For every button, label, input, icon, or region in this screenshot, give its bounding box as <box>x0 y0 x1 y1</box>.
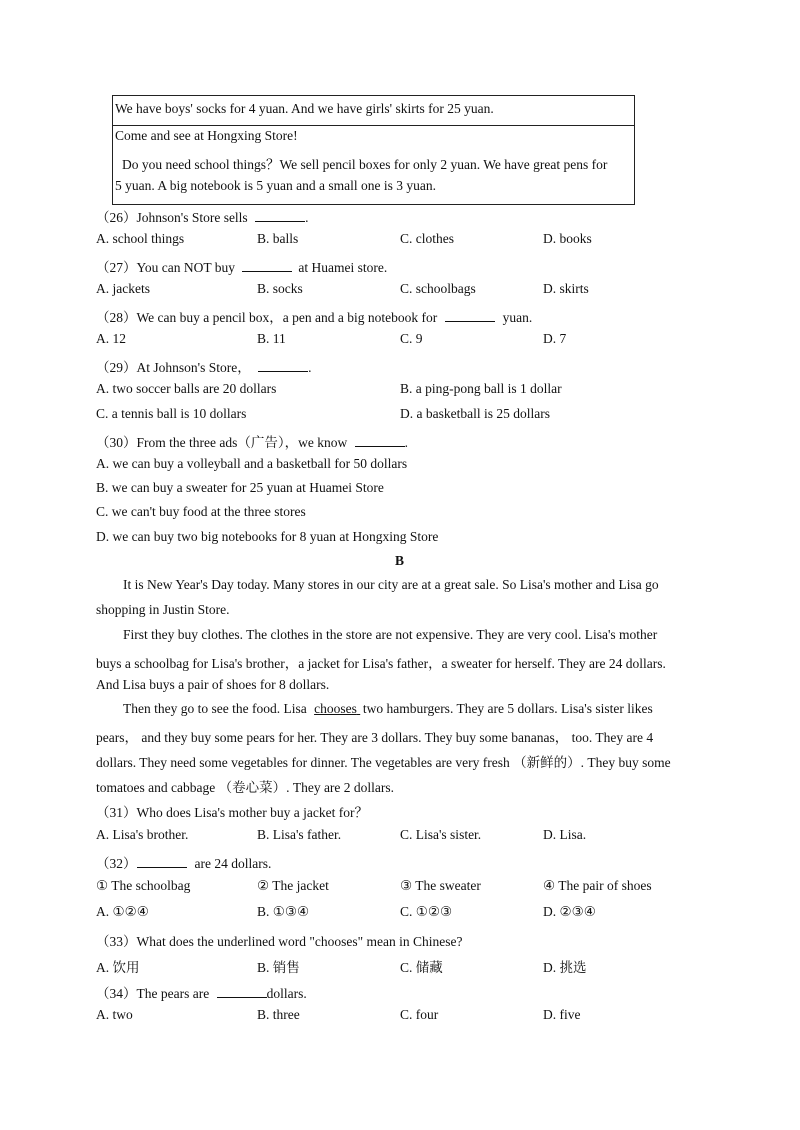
item-1: ① The schoolbag <box>96 878 191 893</box>
question-34-stem <box>96 982 307 1002</box>
passage-line: It is New Year's Day today. Many stores in our city are at a great sale. So Lisa's mother and Lisa go <box>123 577 659 592</box>
underlined-word: chooses <box>314 701 357 716</box>
passage-line: pears， and they buy some pears for her. They are 3 dollars. They buy some bananas， too. They are 4 <box>96 730 654 745</box>
option-b: B. socks <box>257 281 303 296</box>
ad-box-hongxing <box>112 124 635 205</box>
question-text: （34）The pears are <box>96 986 210 1001</box>
question-text: yuan. <box>502 310 533 325</box>
passage-text: Then they go to see the food. Lisa <box>123 701 307 716</box>
answer-blank <box>137 855 187 868</box>
answer-blank <box>355 434 405 447</box>
option-c: C. clothes <box>400 231 454 246</box>
question-text: （32） <box>96 856 137 871</box>
ad-line: 5 yuan. A big notebook is 5 yuan and a small one is 3 yuan. <box>115 178 436 193</box>
option-b: B. we can buy a sweater for 25 yuan at Huamei Store <box>96 480 384 495</box>
option-a: A. school things <box>96 231 185 246</box>
question-33-stem: （33）What does the underlined word "chooses" mean in Chinese? <box>96 934 463 949</box>
question-text: . <box>404 435 408 450</box>
passage-line: dollars. They need some vegetables for dinner. The vegetables are very fresh （新鲜的）. They buy some <box>96 755 671 770</box>
ad-title: Come and see at Hongxing Store! <box>115 128 298 143</box>
question-text: . <box>308 360 312 375</box>
item-2: ② The jacket <box>257 878 329 893</box>
option-c: C. ①②③ <box>400 904 453 919</box>
question-text: dollars. <box>266 986 307 1001</box>
item-3: ③ The sweater <box>400 878 481 893</box>
option-a: A. Lisa's brother. <box>96 827 189 842</box>
option-d: D. 挑选 <box>543 960 587 975</box>
question-29-stem <box>96 356 311 376</box>
option-d: D. 7 <box>543 331 567 346</box>
question-text: . <box>305 210 309 225</box>
passage-line: shopping in Justin Store. <box>96 602 230 617</box>
question-text: （29）At Johnson's Store， <box>96 360 251 375</box>
question-32-stem <box>96 852 271 872</box>
option-b: B. a ping-pong ball is 1 dollar <box>400 381 562 396</box>
option-a: A. jackets <box>96 281 150 296</box>
option-d: D. books <box>543 231 592 246</box>
option-a: A. two <box>96 1007 133 1022</box>
answer-blank <box>258 359 308 372</box>
question-28-stem <box>96 306 532 326</box>
answer-blank <box>445 309 495 322</box>
option-a: A. ①②④ <box>96 904 149 919</box>
option-c: C. 9 <box>400 331 423 346</box>
option-c: C. a tennis ball is 10 dollars <box>96 406 247 421</box>
option-d: D. skirts <box>543 281 589 296</box>
option-b: B. 11 <box>257 331 286 346</box>
option-b: B. three <box>257 1007 300 1022</box>
option-a: A. two soccer balls are 20 dollars <box>96 381 277 396</box>
option-b: B. Lisa's father. <box>257 827 342 842</box>
section-heading: B <box>395 553 405 568</box>
passage-line: tomatoes and cabbage （卷心菜）. They are 2 dollars. <box>96 780 395 795</box>
answer-blank <box>217 985 267 998</box>
ad-box-top <box>112 95 635 126</box>
option-d: D. five <box>543 1007 581 1022</box>
answer-blank <box>242 259 292 272</box>
option-b: B. balls <box>257 231 299 246</box>
passage-line: First they buy clothes. The clothes in the store are not expensive. They are very cool. Lisa's mother <box>123 627 658 642</box>
option-a: A. 饮用 <box>96 960 140 975</box>
option-a: A. 12 <box>96 331 126 346</box>
item-4: ④ The pair of shoes <box>543 878 652 893</box>
option-b: B. ①③④ <box>257 904 310 919</box>
question-text: （30）From the three ads（广告），we know <box>96 435 348 450</box>
option-b: B. 销售 <box>257 960 300 975</box>
ad-line: Do you need school things？We sell pencil boxes for only 2 yuan. We have great pens for <box>122 157 608 172</box>
option-c: C. Lisa's sister. <box>400 827 482 842</box>
question-text: （27）You can NOT buy <box>96 260 236 275</box>
question-27-stem <box>96 256 387 276</box>
question-26-stem <box>96 206 308 226</box>
option-c: C. we can't buy food at the three stores <box>96 504 306 519</box>
question-text: （28）We can buy a pencil box，a pen and a big notebook for <box>96 310 438 325</box>
answer-blank <box>255 209 305 222</box>
question-text: at Huamei store. <box>298 260 388 275</box>
option-d: D. ②③④ <box>543 904 596 919</box>
question-text: are 24 dollars. <box>194 856 272 871</box>
question-30-stem <box>96 431 408 451</box>
option-c: C. four <box>400 1007 439 1022</box>
option-a: A. we can buy a volleyball and a basketball for 50 dollars <box>96 456 408 471</box>
option-c: C. schoolbags <box>400 281 476 296</box>
passage-line: And Lisa buys a pair of shoes for 8 dollars. <box>96 677 330 692</box>
option-d: D. we can buy two big notebooks for 8 yuan at Hongxing Store <box>96 529 439 544</box>
option-d: D. a basketball is 25 dollars <box>400 406 550 421</box>
passage-line <box>123 701 653 717</box>
option-d: D. Lisa. <box>543 827 587 842</box>
ad-line: We have boys' socks for 4 yuan. And we have girls' skirts for 25 yuan. <box>115 101 494 116</box>
option-c: C. 储藏 <box>400 960 443 975</box>
passage-text: two hamburgers. They are 5 dollars. Lisa's sister likes <box>362 701 653 716</box>
question-text: （26）Johnson's Store sells <box>96 210 248 225</box>
question-31-stem: （31）Who does Lisa's mother buy a jacket for？ <box>96 805 368 820</box>
passage-line: buys a schoolbag for Lisa's brother，a jacket for Lisa's father，a sweater for herself. They are 24 dollars. <box>96 656 666 671</box>
